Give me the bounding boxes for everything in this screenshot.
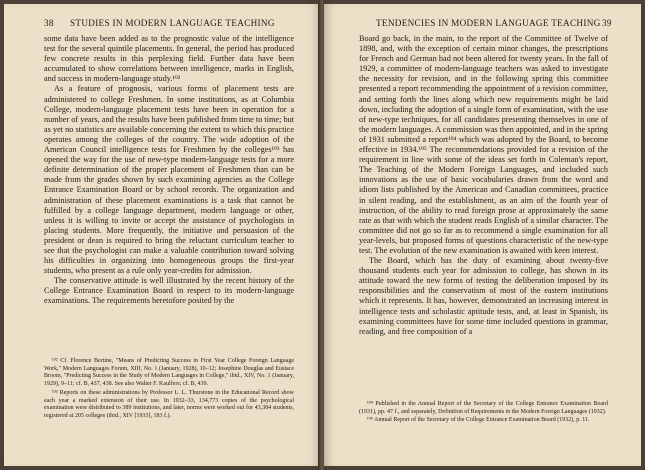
footnote: ¹⁹³ Reports on these administrations by Professor L. L. Thurstone in the Educational Record show each year a marked extension of their use. In 1932–33, 134,773 copies of the psychological examination were distributed to 389 institutions, and later, norms were worked out for 43,384 students, registered at 205 colleges (ibid., XIV [1933], 183 f.). [44, 389, 294, 419]
paragraph: Board go back, in the main, to the report of the Committee of Twelve of 1898, and, with the exception of certain minor changes, the prescriptions for French and German had not been altered for twenty years. In the fall of 1929, a committee of modern-language teachers was asked to investigate the necessity for revision, and in the following spring this committee presented a report recommending the appointment of a revision committee, and setting forth the lines along which new requirements might be laid down, including the adoption of a single form of examination, with the use of new-type techniques, for all candidates presenting themselves in one of the modern languages. A commission was then appointed, and in the spring of 1931 submitted a report¹⁹⁴ which was adopted by the Board, to become effective in 1934.¹⁹⁵ The recommendations provided for a revision of the requirement in line with some of the ideas set forth in Coleman's report, The Teaching of the Modern Foreign Languages, and included such innovations as the use of basic vocabularies drawn from the word and idiom lists published by the American and Canadian committees, practice in silent reading, and the establishment, as an aim of the fourth year of instruction, of the ability to read foreign prose at approximately the same rate as that with which the student reads English of a similar character. The committee did not go so far as to recommend a single examination for all year-levels, but proposed forms of questions characteristic of the new-type test. The evolution of the new examination is awaited with keen interest. [359, 34, 608, 255]
running-head-title: STUDIES IN MODERN LANGUAGE TEACHING [70, 18, 275, 28]
paragraph: As a feature of prognosis, various forms of placement tests are administered to college Freshmen. In some institutions, as at Columbia College, modern-language placement tests have been in operation for a number of years, and the results have been published from time to time; but as yet no statistics are available concerning the extent to which this practice operates among the colleges of the country. The wide adoption of the American Council intelligence tests for Freshmen by the colleges¹⁹³ has opened the way for the use of new-type modern-language tests for a more definite determination of the proper placement of Freshmen than can be made from the grades shown by such examining agencies as the College Entrance Examination Board or by school records. The organization and administration of these placement examinations is a task that cannot be fulfilled by a college language department, modern language or other, unless it is willing to invite or accept the assistance of psychologists in placing students. More frequently, the initiative and persuasion of the president or dean is required to bring the reluctant curriculum teacher to see that the psychologist can make a valuable contribution toward solving his difficulties in organizing into homogeneous groups the first-year students, who present as a rule only year-credits for admission. [44, 84, 294, 276]
footnote: ¹⁹⁴ Published in the Annual Report of the Secretary of the College Entrance Examination Board (1931), pp. 47 f., and separately, Definition of Requirements in the Modern Foreign Languages (1932). [359, 401, 608, 415]
paragraph: some data have been added as to the prognostic value of the intelligence test for the several quintile placements. In general, the period has produced few concrete results in this perplexing field. Further data have been accumulated to show correlations between intelligence, marks in English, and success in modern-language study.¹⁹² [44, 34, 294, 84]
footnote: ¹⁹² Cf. Florence Bertine, "Means of Predicting Success in First Year College Foreign Language Work," Modern Languages Forum, XIII, No. 1 (January, 1928), 10–12; Josephine Douglas and Eustace Broom, "Predicting Success in the Study of Modern Languages in College," ibid., XIV, No. 1 (January, 1929), 9–11; cf. B, 437, 438. See also Walter F. Kaulfers; cf. B, 439. [44, 358, 294, 388]
right-page [324, 4, 641, 466]
footnote: ¹⁹⁵ Annual Report of the Secretary of the College Entrance Examination Board (1932), p. 11. [367, 417, 590, 424]
running-head-title: TENDENCIES IN MODERN LANGUAGE TEACHING [376, 18, 601, 28]
page-number: 39 [602, 18, 612, 28]
left-footnotes [44, 358, 294, 422]
right-body-text [359, 34, 608, 337]
page-number: 38 [44, 18, 54, 28]
left-page [4, 4, 320, 466]
right-footnotes [359, 401, 608, 426]
paragraph: The Board, which has the duty of examining about twenty-five thousand students each year for admission to college, has shown in its attitude toward the new forms of testing the deliberation imposed by its responsibilities and the conservatism of most of the eastern institutions which it represents. It has, however, demonstrated an increasing interest in intelligence tests and scholastic aptitude tests, and, at least in Spanish, its examining committees have for some time included questions in grammar, reading, and free composition of a [359, 256, 608, 336]
left-body-text [44, 34, 294, 307]
paragraph: The conservative attitude is well illustrated by the recent history of the College Entrance Examination Board in respect to its modern-language examinations. The requirements heretofore posited by the [44, 276, 294, 306]
